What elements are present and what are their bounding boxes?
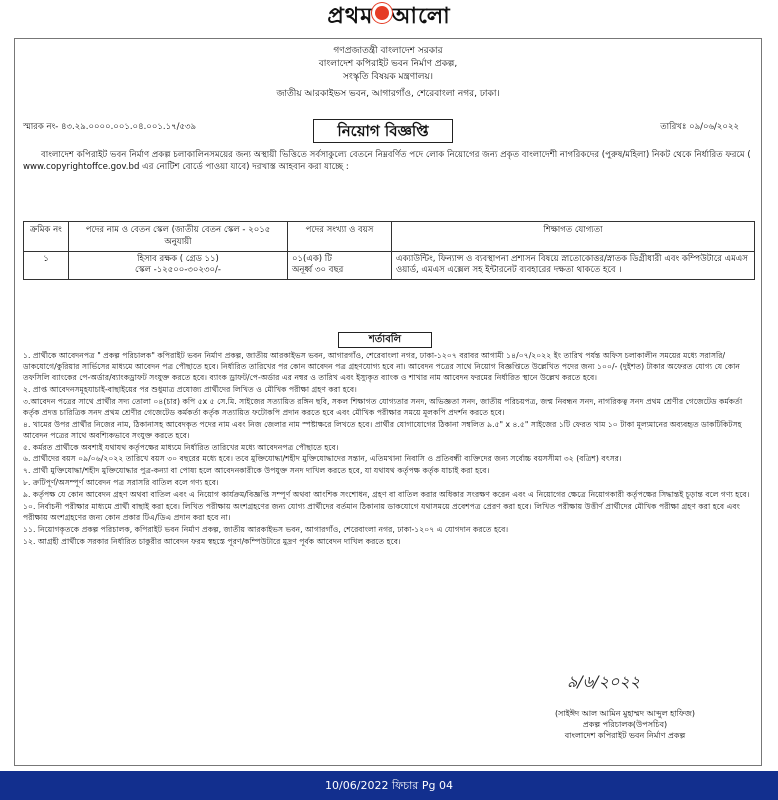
condition-item: ১২. আগ্রহী প্রার্থীকে সরকার নির্ধারিত চাকুরীর আবেদন ফরম স্বহস্তে পূরণ/কম্পিউটারে মুদ্রণ পূর্বক আবেদন দাখিল করতে হবে।	[23, 537, 401, 546]
signature-block	[515, 708, 735, 742]
header-count: পদের সংখ্যা ও বয়স	[288, 222, 392, 252]
table-row	[24, 251, 755, 279]
post-name: হিসাব রক্ষক ( গ্রেড ১১)	[137, 253, 219, 264]
post-count: ০১(এক) টি	[292, 253, 332, 264]
cell-sl: ১	[24, 251, 69, 279]
intro-paragraph: বাংলাদেশ কপিরাইট ভবন নির্মাণ প্রকল্প চলাকালিনসময়ের জন্য অস্থায়ী ভিত্তিতে সর্বসাকুল্যে বেতনে নিম্নবর্ণিত পদে লোক নিয়োগের জন্য প্রকৃত বাংলাদেশী নাগরিকদের (পুরুষ/মহিলা) নিকট থেকে নির্ধারিত ফরমে ( www.copyrightoffce.gov.bd এর নোটিশ বোর্ডে পাওয়া যাবে) দরখাস্ত আহবান করা যাচ্ছে :	[23, 150, 751, 173]
condition-item: ৪. খামের উপর প্রার্থীর নিজের নাম, ঠিকানাসহ আবেদকৃত পদের নাম এবং নিজ জেলার নাম স্পষ্টাক্ষরে লিখতে হবে। প্রার্থীর যোগাযোগের ঠিকানা সম্বলিত ৯.৫" x ৪.৫" সাইজের ১টি ফেরত খাম ১০ টাকা মূল্যমানের অব্যবহৃত ডাকটিকিটসহ আবেদন পত্রের সাথে অবশ্যিকভাবে সংযুক্ত করতে হবে।	[23, 419, 742, 440]
conditions-title: শর্তাবলি	[338, 332, 432, 348]
signatory-org: বাংলাদেশ কপিরাইট ভবন নির্মাণ প্রকল্প	[564, 731, 686, 741]
condition-item: ৬. প্রার্থীদের বয়স ০৯/০৬/২০২২ তারিখে বয়স ৩০ বছরের মধ্যে হবে। তবে মুক্তিযোদ্ধা/শহীদ মুক্তিযোদ্ধাদের সন্তান, এতিমখানা নিবাসি ও প্রতিবন্ধী ব্যক্তিদের জন্য সর্বোচ্চ বয়সসীমা ৩২ (বত্রিশ) বৎসর।	[23, 454, 622, 464]
posts-table	[23, 221, 755, 280]
sun-icon	[375, 6, 389, 20]
cell-qualification: এক্যাউন্টিং, ফিন্যান্স ও ব্যবস্থাপনা প্রশাসন বিষয়ে স্নাতোকোত্তর/স্নাতক ডিগ্রীধারী এবং কম্পিউটারে এমএস ওয়ার্ড, এমএস এক্সেল সহ ইন্টারনেট ব্যবহারের দক্ষতা থাকতে হবে ।	[392, 251, 755, 279]
condition-item: ৮. ক্রটিপূর্ণ/অসম্পূর্ণ আবেদন পত্র সরাসরি বাতিল বলে গণ্য হবে।	[23, 478, 219, 488]
memo-number: স্মারক নং- ৪৩.২৯.০০০০.০০১.০৪.০০১.১৭/৫৩৯	[23, 122, 197, 132]
signatory-role: প্রকল্প পরিচালক(উপসচিব)	[582, 720, 668, 730]
condition-item: ৩.আবেদন পত্রের সাথে প্রার্থীর সদ্য তোলা ০৪(চার) কপি ৫x ৫ সে.মি. সাইজের সত্যায়িত রঙ্গিন ছবি, সকল শিক্ষাগত যোগ্যতার সনদ, অভিজ্ঞতা সনদ, জাতীয় পরিচয়পত্র, জন্ম নিবন্ধন সনদ, নাগরিকত্ব সনদ প্রথম শ্রেণীর গেজেটেড কর্মকর্তা কর্তৃক প্রদত্ত চারিত্রিক সনদ প্রথম শ্রেণীর গেজেটেড কর্মকর্তা কর্তৃক সত্যায়িত ফটোকপি প্রদান করতে হবে এবং মৌখিক পরীক্ষার সময়ে মূলকপি প্রদর্শন করতে হবে।	[23, 396, 743, 417]
post-scale: স্কেল -১২৫০০-৩০২৩০/-	[135, 265, 221, 276]
table-header-row	[24, 222, 755, 252]
cell-post	[69, 251, 288, 279]
notice-title: নিয়োগ বিজ্ঞপ্তি	[313, 119, 453, 143]
post-age: অনূর্ধ্ব ৩০ বছর	[292, 265, 344, 276]
header-line-4: জাতীয় আরকাইভস ভবন, আগারগাঁও, শেরেবাংলা নগর, ঢাকা।	[276, 89, 500, 99]
footer-date: 10/06/2022	[325, 779, 389, 792]
condition-item: ৫. কর্মরত প্রার্থীকে অবশ্যই যথাযথ কর্তৃপক্ষের মাধ্যমে নির্ধারিত তারিখের মধ্যে আবেদনপত্র পৌছাতে হবে।	[23, 442, 339, 452]
condition-item: ১১. নিয়োগকৃতকে প্রকল্প পরিচালক, কপিরাইট ভবন নির্মাণ প্রকল্প, জাতীয় আরকাইভস ভবন, আগারগাঁও, শেরেবাংলা নগর, ঢাকা-১২০৭ এ যোগদান করতে হবে।	[23, 525, 509, 535]
page-footer	[0, 771, 778, 800]
condition-item: ২. প্রাপ্ত আবেদনসমূহযাচাই-বাছাইয়ের পর শুধুমাত্র প্রযোজ্য প্রার্থীদের লিখিত ও মৌখিক পরীক্ষা গ্রহণ করা হবে।	[23, 384, 357, 394]
header-sl: ক্রমিক নং	[24, 222, 69, 252]
condition-item: ১০. নির্বাচনী পরীক্ষার মাধ্যমে প্রার্থী বাছাই করা হবে। লিখিত পরীক্ষায় অংশগ্রহণের জন্য যোগ্য প্রার্থীদের বর্তমান ঠিকানায় ডাকযোগে যথাসময়ে প্রবেশপত্র প্রেরণ করা হবে। লিখিত পরীক্ষায় উত্তীর্ণ প্রার্থীদের মৌখিক পরীক্ষা গ্রহণ করা হবে এবং পরীক্ষায় অংশগ্রহণের জন্য কোন প্রকার টিএ/ডিএ প্রদান করা হবে না।	[23, 502, 740, 523]
signatory-name: (সাইঈদ আল আমিন মুহাম্মদ আব্দুল হাফিজ)	[554, 709, 696, 718]
brand-logo	[0, 0, 778, 34]
header-line-3: সংস্কৃতি বিষয়ক মন্ত্রণালয়।	[342, 72, 434, 82]
conditions-list	[23, 351, 757, 549]
condition-item: ১. প্রার্থীকে আবেদনপত্র " প্রকল্প পরিচালক" কপিরাইট ভবন নির্মাণ প্রকল্প, জাতীয় আরকাইভস ভবন, আগারগাঁও, শেরেবাংলা নগর, ঢাকা-১২০৭ বরাবর আগামী ১৪/০৭/২০২২ ইং তারিখ পর্যন্ত অফিস চলাকালীন সময়ের মধ্যে সরাসরি/ডাকযোগে/কুরিয়ার সার্ভিসের মাধ্যমে আবেদন পত্র পৌছাতে হবে। নির্ধারিত তারিখের পর কোন আবেদন পত্র গ্রহণযোগ্য হবে না। আবেদন পত্রের সাথে নিয়োগ বিজ্ঞপ্তিতে উল্লেখিত পদের জন্য ১০০/- (দুইশত) টাকার অফেরত যোগ্য যে কোন তফসিলি ব্যাংকের পে-অর্ডার/ব্যাংকড্রাফট সংযুক্ত করতে হবে। ব্যাংক ড্রাফট/পে-অর্ডার এর নম্বর ও তারিখ এবং ইস্যুকৃত ব্যাংক ও শাখার নাম আবেদন ফরমের নির্ধারিত স্থানে উল্লেখ করতে হবে।	[23, 351, 740, 382]
header-line-2: বাংলাদেশ কপিরাইট ভবন নির্মাণ প্রকল্প,	[318, 59, 458, 69]
condition-item: ৭. প্রার্থী মুক্তিযোদ্ধা/শহীদ মুক্তিযোদ্ধার পুত্র-কন্যা বা পোষ্য হলে আবেদনকারীকে উপযুক্ত সনদ দাখিল করতে হবে, যা যথাযথ কর্তৃপক্ষ কর্তৃক যাচাই করা হবে।	[23, 466, 490, 476]
handwritten-signature: ৯/৬/২০২২	[567, 672, 641, 691]
cell-count	[288, 251, 392, 279]
brand-name-part1: প্রথম	[327, 2, 374, 29]
footer-section: ফিচার	[391, 779, 419, 792]
condition-item: ৯. কর্তৃপক্ষ যে কোন আবেদন গ্রহণ অথবা বাতিল এবং এ নিয়োগ কার্যক্রম/বিজ্ঞপ্তি সম্পূর্ণ অথবা আংশিক সংশোধন, গ্রহণ বা বাতিল করার অধিকার সংরক্ষণ করেন এবং এ নিয়োগের ক্ষেত্রে নিয়োগকারী কর্তৃপক্ষের সিদ্ধান্তই চূড়ান্ত বলে গণ্য হবে।	[23, 490, 750, 500]
footer-page: Pg 04	[421, 779, 453, 792]
header-line-1: গণপ্রজাতন্ত্রী বাংলাদেশ সরকার	[333, 46, 443, 56]
brand-name-part2: আলো	[391, 2, 451, 29]
notice-date: তারিখঃ ০৯/০৬/২০২২	[660, 122, 739, 132]
header-qualification: শিক্ষাগত যোগ্যতা	[392, 222, 755, 252]
notice-document	[14, 38, 762, 766]
header-post: পদের নাম ও বেতন স্কেল (জাতীয় বেতন স্কেল - ২০১৫ অনুযায়ী	[69, 222, 288, 252]
